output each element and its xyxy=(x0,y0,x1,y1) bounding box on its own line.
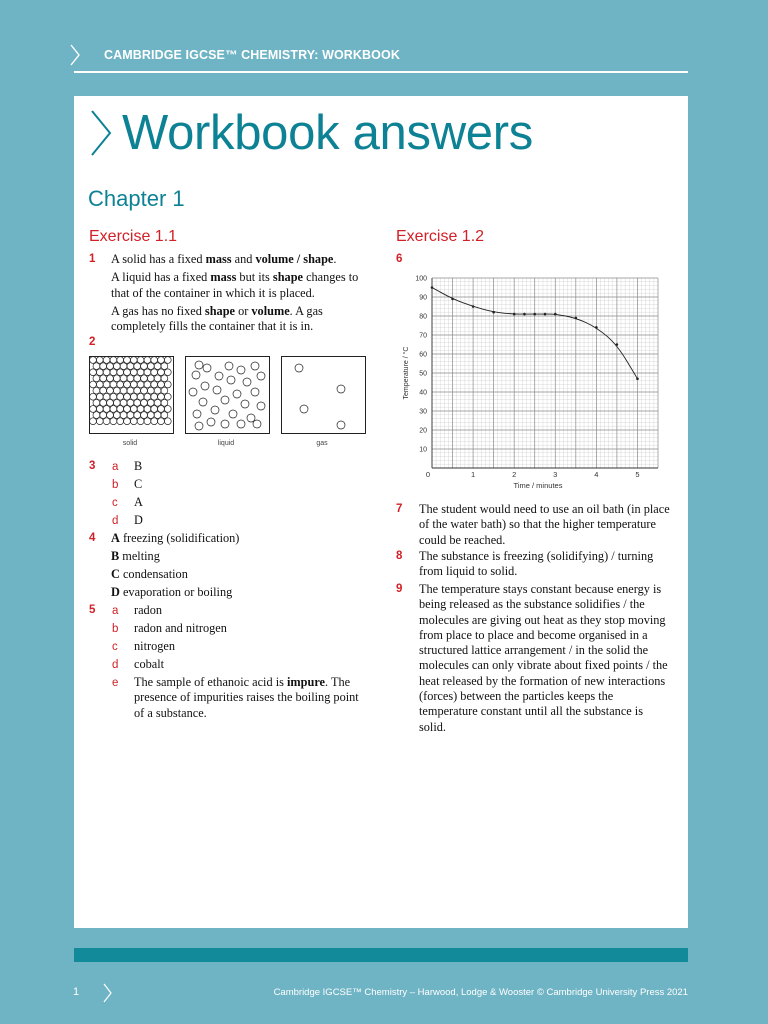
question-9-number: 9 xyxy=(396,583,403,595)
y-tick-label: 80 xyxy=(419,313,427,321)
liquid-label: liquid xyxy=(217,440,235,447)
cooling-curve-chart xyxy=(396,268,666,498)
question-3-number: 3 xyxy=(89,460,96,472)
y-axis-label: Temperature / °C xyxy=(403,346,410,400)
question-5e-answer: The sample of ethanoic acid is impure. The presence of impurities raises the boiling point of a substance. xyxy=(134,675,359,720)
y-tick-label: 20 xyxy=(419,427,427,435)
question-4-answer: A freezing (solidification) xyxy=(111,531,240,545)
liquid-particle-diagram xyxy=(185,356,270,434)
footer-bar xyxy=(74,948,688,962)
question-7-text: The student would need to use an oil bath (in place of the water bath) so that the higher temperature could be reached. xyxy=(419,502,670,547)
question-7-number: 7 xyxy=(396,503,403,515)
y-tick-label: 90 xyxy=(419,294,427,302)
solid-particle-diagram xyxy=(89,356,174,434)
question-5-letter: c xyxy=(112,641,118,653)
chevron-right-icon xyxy=(70,44,80,66)
data-point xyxy=(544,313,547,316)
x-tick-label: 2 xyxy=(512,470,517,479)
chapter-heading: Chapter 1 xyxy=(88,186,185,211)
question-3-letter: c xyxy=(112,497,118,509)
question-3-letter: d xyxy=(112,515,119,527)
question-3-answer: B xyxy=(134,459,143,473)
question-4-answer: B melting xyxy=(111,549,160,563)
y-tick-label: 30 xyxy=(419,408,427,416)
x-tick-label: 0 xyxy=(425,470,431,479)
data-point xyxy=(533,313,536,316)
page-title xyxy=(90,100,533,166)
question-8-text: The substance is freezing (solidifying) / turning from liquid to solid. xyxy=(419,549,654,579)
data-point xyxy=(431,286,434,289)
question-5-letter: a xyxy=(112,605,119,617)
data-point xyxy=(451,298,454,301)
x-axis-label: Time / minutes xyxy=(513,481,563,490)
question-5-answer: cobalt xyxy=(134,657,165,671)
question-5-letter: b xyxy=(112,623,119,635)
question-5-letter: d xyxy=(112,659,119,671)
question-5-number: 5 xyxy=(89,604,96,616)
y-tick-label: 70 xyxy=(419,332,427,340)
data-point xyxy=(523,313,526,316)
gas-particle-diagram xyxy=(281,356,366,434)
data-point xyxy=(513,313,516,316)
question-3-answer: D xyxy=(134,513,143,527)
x-tick-label: 1 xyxy=(471,470,476,479)
question-9-text: The temperature stays constant because energy is being released as the substance solidifies / the molecules are giving out heat as they stop moving from place to place and become organised in a structured lattice arrangement / in the solid the molecules can only vibrate about fixed points / the heat released by the formation of new interactions (forces) between the particles keeps the temperature constant until all the substance is solid. xyxy=(419,582,668,734)
data-point xyxy=(554,313,557,316)
y-tick-label: 40 xyxy=(419,389,427,397)
page-title-text: Workbook answers xyxy=(122,106,533,160)
y-tick-label: 100 xyxy=(415,275,427,283)
x-tick-label: 5 xyxy=(635,470,640,479)
question-5-answer: radon and nitrogen xyxy=(134,621,227,635)
question-3-answer: A xyxy=(134,495,143,509)
question-8-number: 8 xyxy=(396,550,403,562)
chevron-right-icon xyxy=(90,109,112,157)
question-1-number: 1 xyxy=(89,253,96,265)
y-tick-label: 60 xyxy=(419,351,427,359)
solid-label: solid xyxy=(122,440,138,447)
x-tick-label: 4 xyxy=(594,470,599,479)
data-point xyxy=(472,305,475,308)
header-rule xyxy=(74,71,688,73)
question-3-letter: a xyxy=(112,461,119,473)
question-2-number: 2 xyxy=(89,336,96,348)
page-number: 1 xyxy=(73,986,80,998)
question-5-letter: e xyxy=(112,677,119,689)
data-point xyxy=(616,343,619,346)
question-6-number: 6 xyxy=(396,253,403,265)
data-point xyxy=(575,317,578,320)
question-5-answer: radon xyxy=(134,603,162,617)
question-4-number: 4 xyxy=(89,532,96,544)
question-5-answer: nitrogen xyxy=(134,639,175,653)
question-3-letter: b xyxy=(112,479,119,491)
y-tick-label: 50 xyxy=(419,370,427,378)
x-tick-label: 3 xyxy=(553,470,558,479)
exercise-1-1-heading: Exercise 1.1 xyxy=(89,228,178,245)
question-4-answer: D evaporation or boiling xyxy=(111,585,233,599)
page-header xyxy=(0,0,768,74)
gas-label: gas xyxy=(316,440,328,447)
question-4-answer: C condensation xyxy=(111,567,188,581)
question-1-text: A solid has a fixed mass and volume / shape. A liquid has a fixed mass but its shape changes to that of the container in which it is placed. A gas has no fixed shape or volume. A gas completely fills the container that it is in. xyxy=(111,252,359,334)
data-point xyxy=(636,377,639,380)
data-point xyxy=(492,311,495,314)
chevron-right-icon xyxy=(103,983,112,1003)
y-tick-label: 10 xyxy=(419,446,427,454)
exercise-1-2-heading: Exercise 1.2 xyxy=(396,228,485,245)
data-point xyxy=(595,326,598,329)
question-3-answer: C xyxy=(134,477,143,491)
header-title: CAMBRIDGE IGCSE™ CHEMISTRY: WORKBOOK xyxy=(104,48,400,62)
footer-credit: Cambridge IGCSE™ Chemistry – Harwood, Lodge & Wooster © Cambridge University Press 2021 xyxy=(273,987,688,998)
